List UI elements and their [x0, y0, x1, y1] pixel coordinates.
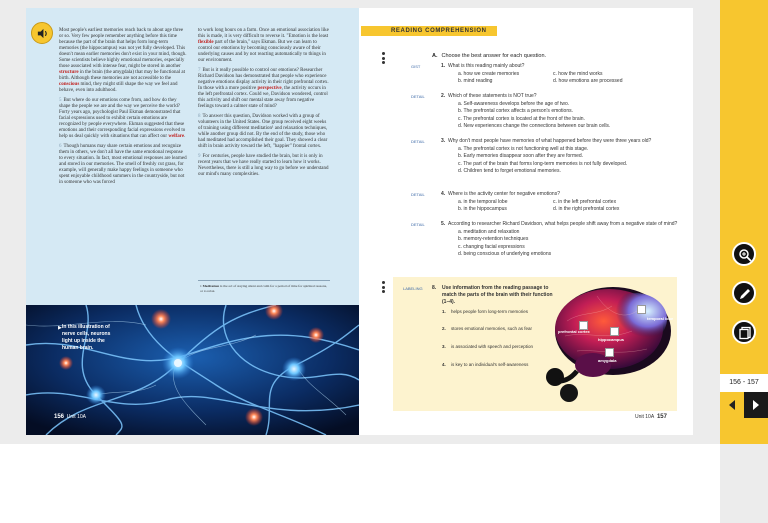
question-stem: Why don't most people have memories of what happened before they were three years old? [448, 138, 652, 144]
paragraph-number: 7 [198, 68, 201, 73]
reading-paragraph [198, 114, 330, 150]
caption-line: light up inside the [62, 338, 105, 344]
vocabulary-word: structure [59, 70, 79, 75]
answer-box[interactable] [610, 327, 619, 336]
chevron-left-icon [728, 400, 736, 410]
question-number: 2. [441, 93, 446, 99]
answer-option[interactable]: a. meditation and relaxation [458, 228, 520, 235]
paragraph-text: in the brain (the amygdala) that may be functional at birth. Although these memories are not accessible to the [59, 70, 185, 81]
function-item: 1. helps people form long-term memories [442, 309, 529, 314]
answer-option[interactable]: d. how emotions are processed [553, 78, 623, 84]
paragraph-text: to work long hours on a farm. Once an emotional association like this is made, it is very difficult to reverse it. "Emotion is the least [198, 28, 329, 39]
pen-icon [738, 287, 752, 301]
question-tag: LABELING [403, 286, 423, 291]
answer-option[interactable]: c. The part of the brain that forms long-term memories is not fully developed. [458, 160, 628, 167]
right-page-number [635, 414, 667, 420]
part-instruction: Choose the best answer for each question. [441, 53, 547, 59]
page-range-indicator: 156 - 157 [720, 374, 768, 392]
reading-column-left [59, 28, 187, 190]
function-item: 2. stores emotional memories, such as fear [442, 326, 533, 331]
previous-page-button[interactable] [720, 392, 744, 418]
audio-play-button[interactable] [31, 22, 53, 44]
page-number: 157 [656, 414, 667, 420]
paragraph-text: But where do our emotions come from, and how do they shape the people we are and the way we perceive the world? Forty years ago, psychologist Paul Ekman demonstrated that facial expressions used to exhibit certain emotions are recognized by people everywhere. Ekman suggested that these emotions and their corresponding facial expressions evolved to help us deal quickly with situations that can affect our [59, 98, 186, 139]
question-tag: GIST [411, 64, 421, 69]
question-number: 4. [441, 191, 446, 197]
answer-option[interactable]: c. The prefrontal cortex is located at the front of the brain. [458, 115, 585, 122]
caption-line: In this illustration of [62, 324, 110, 330]
left-page [26, 8, 359, 435]
answer-option[interactable]: b. memory-retention techniques [458, 236, 529, 242]
footnote-divider [198, 280, 330, 281]
vocabulary-word: welfare [168, 134, 185, 139]
answer-option[interactable]: c. how the mind works [553, 70, 603, 77]
paragraph-text: part of the brain," says Ekman. But we can learn to control our emotions by becoming consciously aware of their underlying causes and by not reacting automatically to things in our environment. [198, 40, 326, 63]
pages-icon [738, 326, 752, 340]
zoom-button[interactable] [732, 242, 756, 266]
answer-option[interactable]: b. in the hippocampus [458, 206, 507, 212]
answer-option[interactable]: a. in the temporal lobe [458, 198, 508, 205]
reading-paragraph [198, 28, 330, 64]
paragraph-text: , the activity occurs in the left prefrontal cortex. Could we, Davidson wondered, control this activity and shift our mental state away from negative feelings toward a calmer state of mind? [198, 86, 328, 109]
footnote-number: 1 [200, 284, 202, 288]
zoom-icon [738, 248, 752, 262]
reading-paragraph [198, 154, 330, 178]
footnote-term: Meditation [202, 284, 220, 288]
question-stem: What is this reading mainly about? [448, 63, 525, 69]
answer-option[interactable]: a. The prefrontal cortex is not functioning well at this stage. [458, 145, 589, 152]
paragraph-text: Though humans may share certain emotions and recognize them in others, we don't all have the same emotional response to every situation. In fact, most emotional responses are learned and stored in our memories. The smell of freshly cut grass, for example, will generally make happy feelings in someone who spent enjoyable childhood summers in the countryside, but not in someone who was forced [59, 144, 187, 185]
right-page [359, 8, 693, 435]
part-letter: A. [432, 53, 438, 59]
paragraph-text: To answer this question, Davidson worked with a group of volunteers in the United States. One group received eight weeks of training using different meditation¹ and relaxation techniques, while another group did not. By the end of the study, those who had meditated had accomplished their goal. They showed a clear shift in brain activity toward the left, "happier" frontal cortex. [198, 114, 328, 149]
reading-column-right [198, 28, 330, 182]
answer-option[interactable]: c. in the left prefrontal cortex [553, 198, 617, 205]
answer-option[interactable]: a. Self-awareness develops before the age of two. [458, 100, 570, 107]
answer-option[interactable]: d. New experiences change the connections between our brain cells. [458, 123, 611, 129]
vocabulary-word: flexible [198, 40, 214, 45]
question-stem: Where is the activity center for negative emotions? [448, 191, 560, 197]
paragraph-number: 5 [59, 98, 62, 103]
answer-option[interactable]: d. being conscious of underlying emotions [458, 251, 552, 257]
reading-paragraph [59, 144, 187, 186]
brain-label-temporal: temporal lobe [647, 316, 674, 321]
unit-label: Unit 10A [66, 414, 86, 420]
reading-paragraph [59, 28, 187, 94]
option-row [458, 78, 681, 86]
next-page-button[interactable] [744, 392, 768, 418]
question-item [411, 63, 681, 86]
tool-sidebar [720, 0, 768, 444]
brain-label-amygdala: amygdala [598, 358, 617, 363]
question-stem: Which of these statements is NOT true? [448, 93, 537, 99]
labeling-exercise [393, 277, 677, 411]
question-item [411, 93, 681, 131]
question-stem: According to researcher Richard Davidson, what helps people shift away from a negative state of mind? [448, 221, 678, 227]
question-number: 8. [432, 285, 437, 291]
function-item: 4. is key to an individual's self-awareness [442, 362, 529, 367]
option-row [458, 206, 681, 214]
vocabulary-word: perspective [257, 86, 282, 91]
footnote-text: is the act of staying silent and calm for a period of time for spiritual reasons, or to relax. [200, 284, 327, 293]
caption-line: human brain. [62, 345, 94, 351]
question-number: 3. [441, 138, 446, 144]
question-item [411, 191, 681, 214]
question-tag: DETAIL [411, 94, 425, 99]
vocabulary-word: conscious [59, 82, 80, 87]
answer-option[interactable]: c. changing facial expressions [458, 243, 525, 250]
answer-box[interactable] [637, 305, 646, 314]
answer-option[interactable]: b. mind reading [458, 78, 493, 84]
answer-option[interactable]: d. Children tend to forget emotional memories. [458, 168, 561, 174]
paragraph-text: But is it really possible to control our emotions? Researcher Richard Davidson has demonstrated that people who experience negative emotions display activity in their right prefrontal cortex. In those with a more positive [198, 68, 329, 91]
option-row [458, 199, 681, 207]
chevron-right-icon [752, 400, 760, 410]
paragraph-number: 9 [198, 154, 201, 159]
kebab-menu-icon[interactable] [382, 281, 386, 295]
reading-paragraph [59, 98, 187, 140]
paragraph-number: 8 [198, 114, 201, 119]
caption-arrow-icon: ▶ [58, 325, 62, 331]
question-number: 5. [441, 221, 446, 227]
part-a-header [432, 53, 546, 59]
left-page-number [54, 414, 86, 420]
brain-label-prefrontal: prefrontal cortex [558, 329, 590, 334]
caption-line: nerve cells, neurons [62, 331, 111, 337]
question-item [411, 221, 681, 259]
pages-button[interactable] [732, 320, 756, 344]
brain-label-hippocampus: hippocampus [598, 337, 625, 342]
unit-label: Unit 10A [635, 414, 655, 420]
annotate-button[interactable] [732, 281, 756, 305]
paragraph-number: 6 [59, 144, 62, 149]
speaker-icon [36, 27, 49, 40]
question-tag: DETAIL [411, 139, 425, 144]
reading-paragraph [198, 68, 330, 110]
function-item: 3. is associated with speech and perception [442, 344, 534, 349]
paragraph-text: For centuries, people have studied the brain, but it is only in recent years that we have really started to learn how it works. Nevertheless, there is still a long way to go before we understand our mind's many complexities. [198, 154, 329, 177]
paragraph-text: Most people's earliest memories reach back to about age three or so. Very few people remember anything before this time because the part of the brain that helps form long-term memories (the hippocampus) was not yet fully developed. This doesn't mean earlier memories don't exist in your mind, though. Some scientists believe highly emotional memories, especially those associated with intense fear, might be stored in another [59, 28, 187, 69]
viewer-background [0, 444, 720, 523]
question-tag: DETAIL [411, 192, 425, 197]
footnote [200, 284, 328, 293]
question-stem: Use information from the reading passage to match the parts of the brain with their function (1–4). [442, 285, 553, 305]
answer-option[interactable]: d. in the right prefrontal cortex [553, 206, 620, 212]
image-caption [62, 324, 128, 352]
question-number: 1. [441, 63, 446, 69]
option-row [458, 71, 681, 79]
section-title: READING COMPREHENSION [361, 26, 497, 36]
kebab-menu-icon[interactable] [382, 52, 386, 66]
answer-option[interactable]: a. how we create memories [458, 70, 520, 77]
page-number: 156 [54, 414, 65, 420]
paragraph-text: mind, they might still shape the way we feel and behave, even into adulthood. [59, 82, 178, 93]
brain-diagram [537, 281, 673, 407]
answer-box[interactable] [605, 348, 614, 357]
question-item [411, 138, 681, 176]
question-tag: DETAIL [411, 222, 425, 227]
paragraph-text: . [184, 134, 186, 139]
answer-option[interactable]: b. The prefrontal cortex affects a person's emotions. [458, 108, 573, 114]
answer-option[interactable]: b. Early memories disappear soon after they are formed. [458, 153, 584, 159]
